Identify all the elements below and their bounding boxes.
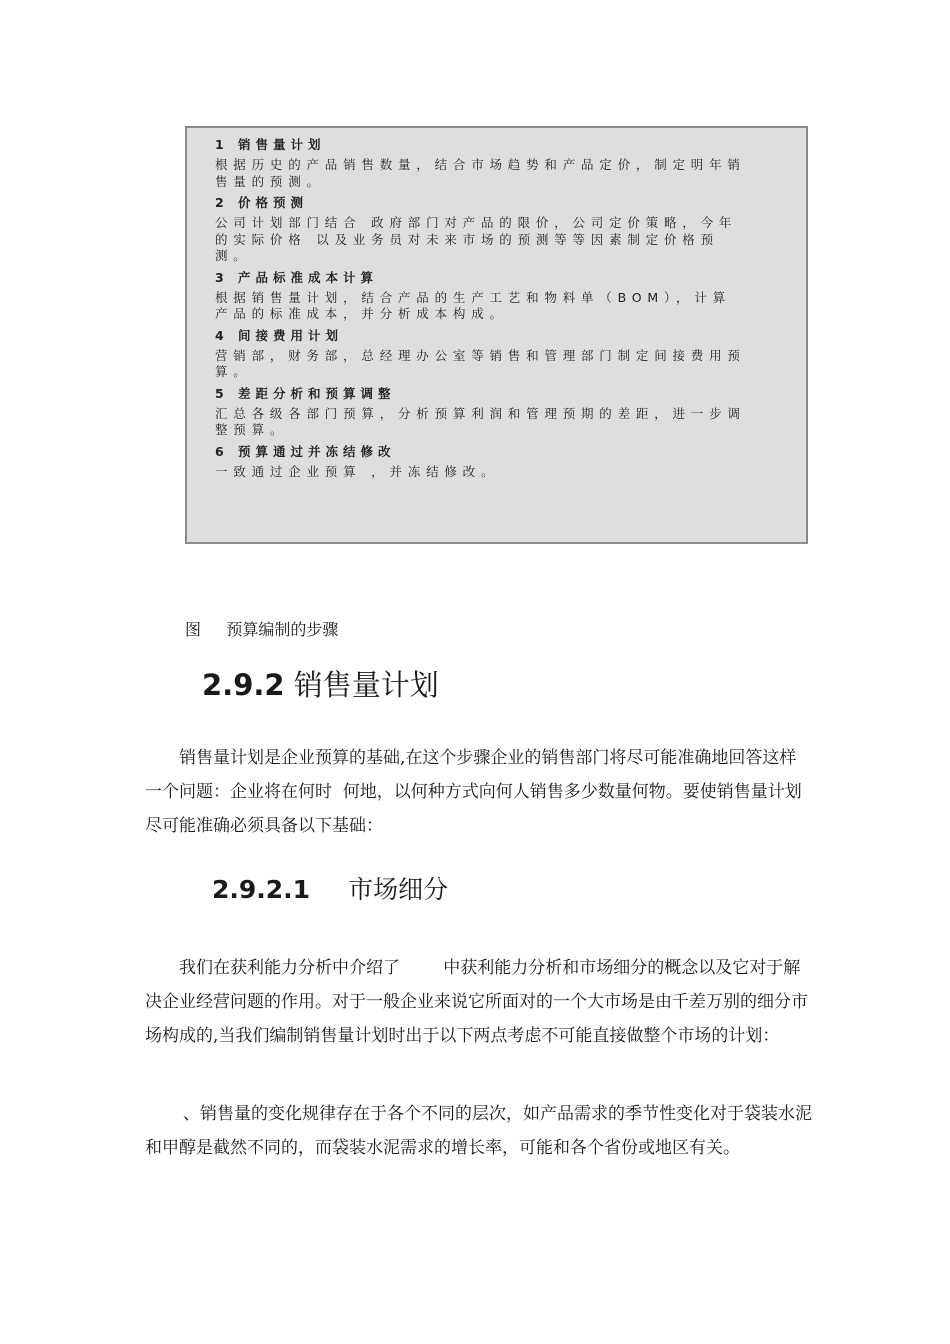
figure-step-3 — [215, 269, 748, 323]
step-title: 6 预算通过并冻结修改 — [215, 443, 396, 459]
step-description: 根据销售量计划，结合产品的生产工艺和物料单（BOM），计算产品的标准成本，并分析成本构成。 — [215, 289, 731, 321]
step-title: 1 销售量计划 — [215, 137, 326, 152]
step-description: 根据历史的产品销售数量，结合市场趋势和产品定价，制定明年销售量的预测。 — [215, 157, 746, 189]
step-title: 4 间接费用计划 — [215, 327, 344, 343]
section-paragraph: 销售量计划是企业预算的基础,在这个步骤企业的销售部门将尽可能准确地回答这样一个问题：企业将在何时 何地，以何种方式向何人销售多少数量何物。要使销售量计划尽可能准确必须具备以下基础： — [145, 748, 802, 836]
figure-step-2 — [215, 194, 748, 265]
section-number: 2.9.2 — [202, 668, 285, 702]
figure-step-4 — [215, 327, 748, 381]
step-description: 营销部，财务部，总经理办公室等销售和管理部门制定间接费用预算。 — [215, 347, 746, 379]
subsection-number: 2.9.2.1 — [212, 875, 311, 904]
step-description: 一致通过企业预算 ，并冻结修改。 — [215, 463, 500, 479]
figure-step-1 — [215, 136, 748, 190]
step-title: 3 产品标准成本计算 — [215, 269, 379, 285]
budget-steps-figure — [185, 126, 808, 544]
section-heading — [202, 666, 439, 704]
step-title: 5 差距分析和预算调整 — [215, 385, 396, 401]
subsection-heading — [212, 873, 448, 907]
figure-caption: 图 预算编制的步骤 — [185, 620, 339, 639]
step-description: 汇总各级各部门预算，分析预算利润和管理预期的差距，进一步调整预算。 — [215, 405, 746, 437]
subsection-title: 市场细分 — [348, 875, 449, 904]
step-title: 2 价格预测 — [215, 195, 309, 210]
step-description: 公司计划部门结合 政府部门对产品的限价，公司定价策略，今年的实际价格 以及业务员对未来市场的预测等等因素制定价格预测。 — [215, 215, 738, 263]
subsection-paragraph-1: 我们在获利能力分析中介绍了 中获利能力分析和市场细分的概念以及它对于解决企业经营问题的作用。对于一般企业来说它所面对的一个大市场是由千差万别的细分市场构成的,当我们编制销售量计划时出于以下两点考虑不可能直接做整个市场的计划： — [145, 958, 808, 1046]
figure-step-5 — [215, 385, 748, 439]
section-title: 销售量计划 — [293, 668, 439, 702]
subsection-paragraph-2: 、销售量的变化规律存在于各个不同的层次，如产品需求的季节性变化对于袋装水泥和甲醇是截然不同的，而袋装水泥需求的增长率，可能和各个省份或地区有关。 — [145, 1104, 812, 1158]
figure-step-6 — [215, 443, 748, 481]
